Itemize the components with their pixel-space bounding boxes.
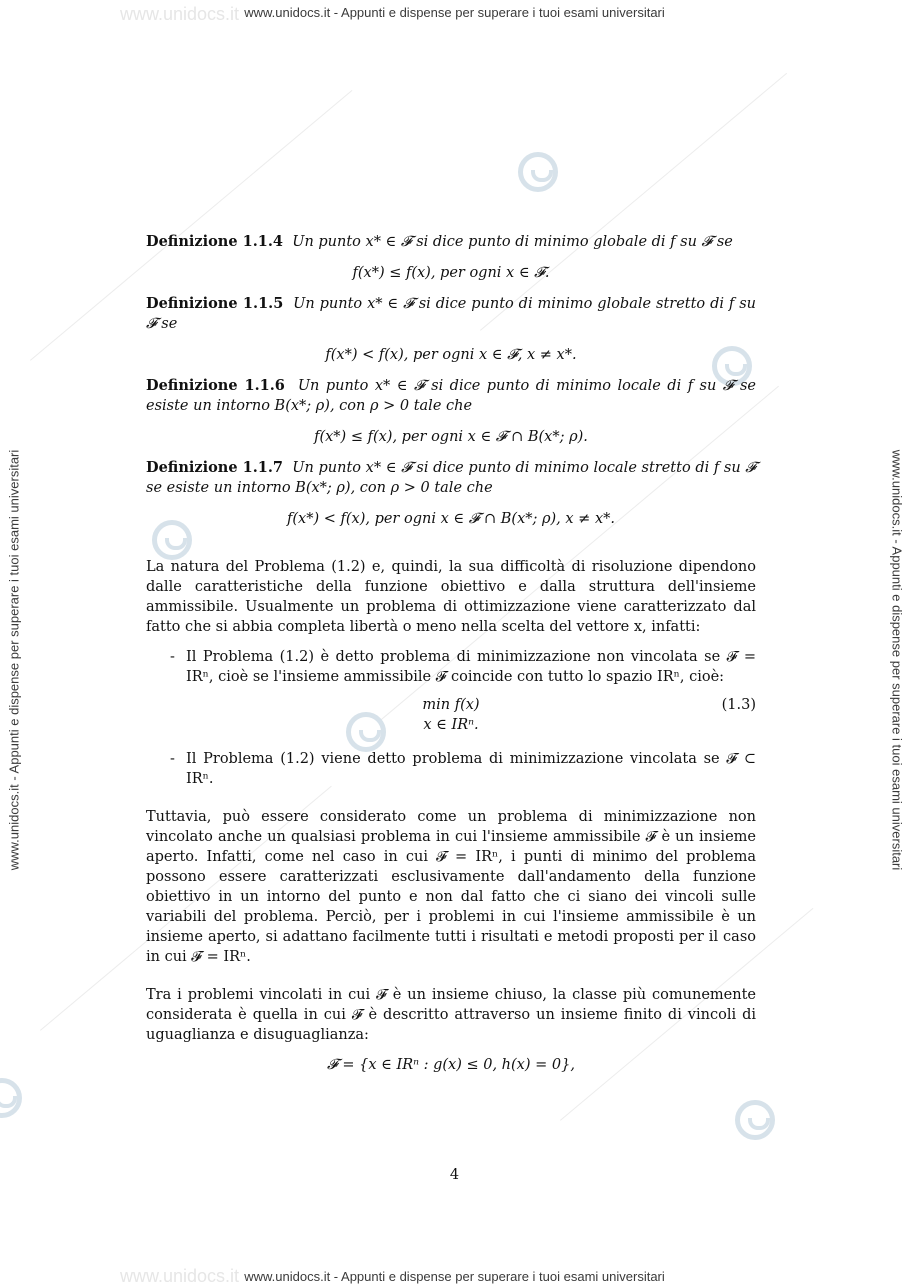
definition-text: Un punto x* ∈ 𝓕 si dice punto di minimo globale stretto di f su 𝓕 se — [146, 296, 756, 332]
definition-equation: f(x*) ≤ f(x), per ogni x ∈ 𝓕. — [352, 265, 550, 281]
unidocs-logo-icon — [735, 1100, 775, 1140]
definition-equation: f(x*) < f(x), per ogni x ∈ 𝓕 ∩ B(x*; ρ), x ≠ x*. — [287, 511, 615, 527]
equation-line: x ∈ IRⁿ. — [423, 717, 479, 733]
unidocs-logo-icon — [0, 1078, 22, 1118]
definition-label: Definizione 1.1.4 — [146, 233, 283, 250]
equation-1-3 — [146, 695, 756, 735]
definition-text: Un punto x* ∈ 𝓕 si dice punto di minimo globale di f su 𝓕 se — [292, 234, 733, 250]
definition-1-1-6 — [146, 376, 756, 447]
list-item-text: Il Problema (1.2) viene detto problema di minimizzazione vincolata se 𝓕 ⊂ IRⁿ. — [186, 751, 756, 787]
paragraph: Tuttavia, può essere considerato come un problema di minimizzazione non vincolato anche un qualsiasi problema in cui l'insieme ammissibile 𝓕 è un insieme aperto. Infatti, come nel caso in cui 𝓕 = IRⁿ, i punti di minimo del problema possono essere caratterizzati esclusivamente dall'andamento della funzione obiettivo in un intorno del punto e non dal fatto che ci siano dei vincoli sulle variabili del problema. Perciò, per i problemi in cui l'insieme ammissibile è un insieme aperto, si adattano facilmente tutti i risultati e metodi proposti per il caso in cui 𝓕 = IRⁿ. — [146, 809, 756, 965]
watermark-left: www.unidocs.it - Appunti e dispense per superare i tuoi esami universitari — [6, 449, 22, 871]
definition-text: Un punto x* ∈ 𝓕 si dice punto di minimo locale stretto di f su 𝓕 se esiste un intorno B(x*; ρ), con ρ > 0 tale che — [146, 460, 756, 496]
equation-number: (1.3) — [721, 697, 756, 713]
definition-text: Un punto x* ∈ 𝓕 si dice punto di minimo locale di f su 𝓕 se esiste un intorno B(x*; ρ), con ρ > 0 tale che — [146, 378, 756, 414]
definition-1-1-7 — [146, 458, 756, 529]
watermark-faint: www.unidocs.it — [120, 4, 240, 24]
problem-types-list — [146, 749, 756, 789]
problem-types-list — [146, 647, 756, 687]
definition-label: Definizione 1.1.5 — [146, 295, 284, 312]
page-content — [146, 232, 756, 1086]
paragraph: La natura del Problema (1.2) e, quindi, la sua difficoltà di risoluzione dipendono dalle caratteristiche della funzione obiettivo e dalla struttura dell'insieme ammissibile. Usualmente un problema di ottimizzazione viene caratterizzato dal fatto che si abbia completa libertà o meno nella scelta del vettore x, infatti: — [146, 559, 756, 635]
definition-label: Definizione 1.1.6 — [146, 377, 285, 394]
equation-line: min f(x) — [422, 697, 480, 713]
list-item: - Il Problema (1.2) viene detto problema di minimizzazione vincolata se 𝓕 ⊂ IRⁿ. — [170, 751, 756, 787]
definition-equation: f(x*) < f(x), per ogni x ∈ 𝓕, x ≠ x*. — [325, 347, 577, 363]
unidocs-logo-icon — [518, 152, 558, 192]
definition-1-1-4 — [146, 232, 756, 283]
definition-1-1-5 — [146, 294, 756, 365]
list-item-text: Il Problema (1.2) è detto problema di minimizzazione non vincolata se 𝓕 = IRⁿ, cioè se l'insieme ammissibile 𝓕 coincide con tutto lo spazio IRⁿ, cioè: — [186, 649, 756, 685]
watermark-bottom: www.unidocs.it - Appunti e dispense per superare i tuoi esami universitari — [244, 1269, 665, 1284]
paragraph: Tra i problemi vincolati in cui 𝓕 è un insieme chiuso, la classe più comunemente considerata è quella in cui 𝓕 è descritto attraverso un insieme finito di vincoli di uguaglianza e disuguaglianza: — [146, 987, 756, 1043]
watermark-faint: www.unidocs.it — [120, 1266, 240, 1286]
equation-feasible-set: 𝓕 = {x ∈ IRⁿ : g(x) ≤ 0, h(x) = 0}, — [327, 1057, 575, 1073]
definition-equation: f(x*) ≤ f(x), per ogni x ∈ 𝓕 ∩ B(x*; ρ). — [314, 429, 588, 445]
page-number: 4 — [449, 1167, 460, 1183]
watermark-top: www.unidocs.it - Appunti e dispense per superare i tuoi esami universitari — [244, 5, 665, 20]
watermark-right: www.unidocs.it - Appunti e dispense per superare i tuoi esami universitari — [889, 449, 905, 871]
definition-label: Definizione 1.1.7 — [146, 459, 284, 476]
list-item: - Il Problema (1.2) è detto problema di minimizzazione non vincolata se 𝓕 = IRⁿ, cioè se l'insieme ammissibile 𝓕 coincide con tutto lo spazio IRⁿ, cioè: — [170, 649, 756, 685]
